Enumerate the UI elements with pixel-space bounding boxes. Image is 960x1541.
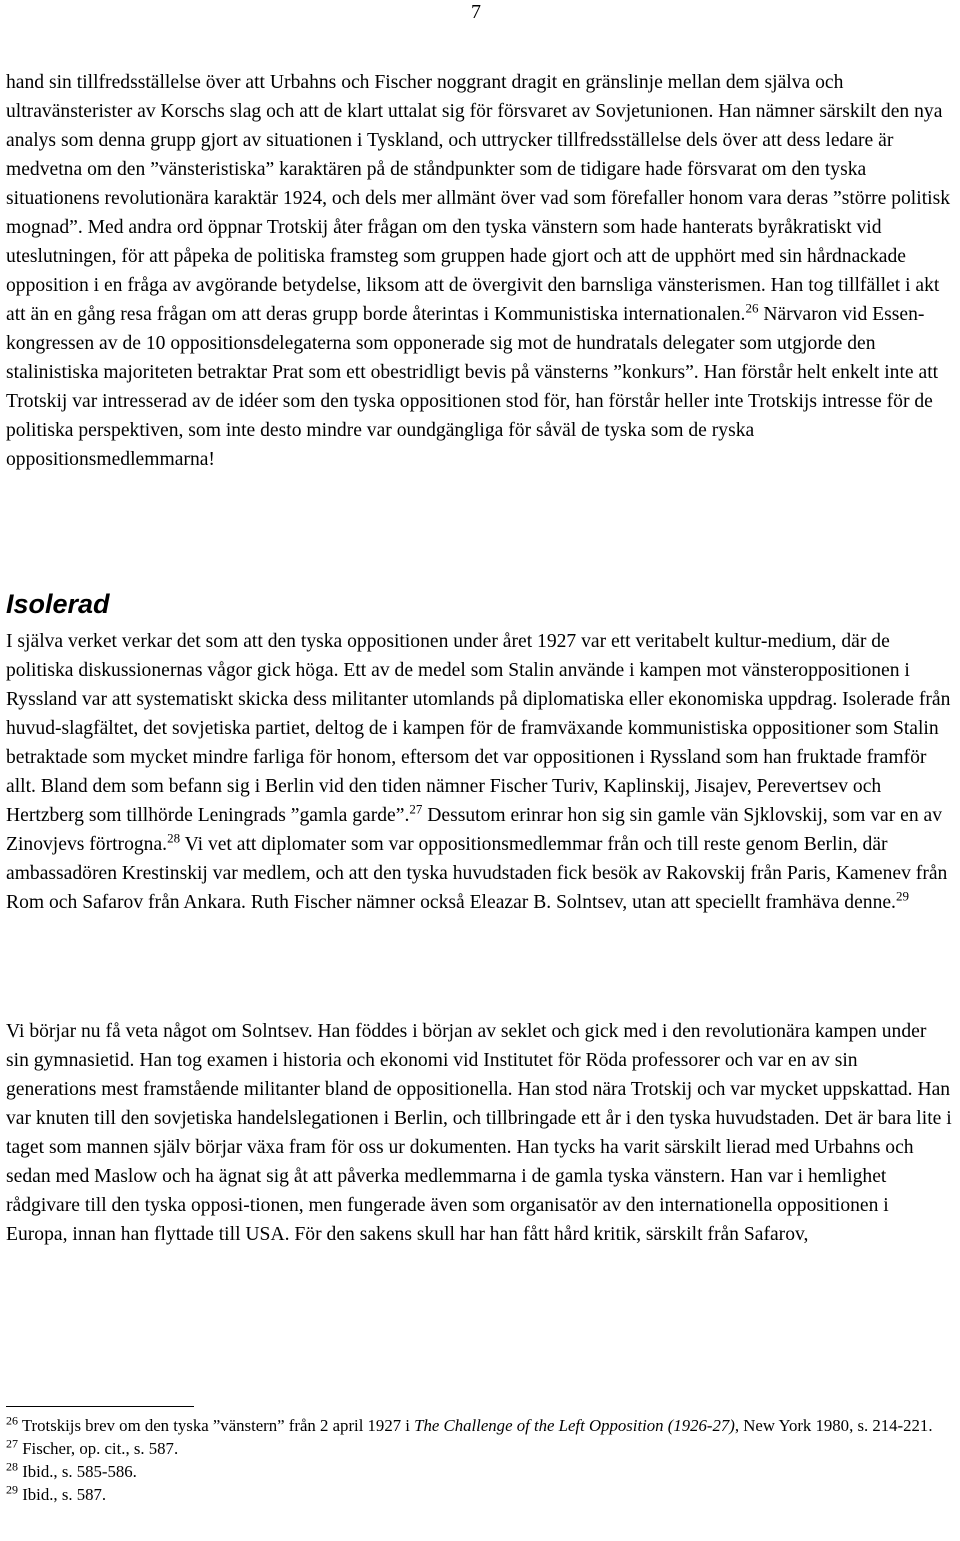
- footnote-reference: 29: [895, 888, 909, 904]
- footnote-28: [6, 1460, 952, 1483]
- footnote-separator: [6, 1406, 194, 1407]
- body-paragraph-3: Vi börjar nu få veta något om Solntsev. Han föddes i början av seklet och gick med i den revolutionära kampen under sin gymnasietid. Han tog examen i historia och ekonomi vid Institutet för Röda professorer och var en av sin generations mest framstående militanter bland de oppositionella. Han stod nära Trotskij och var mycket uppskattad. Han var knuten till den sovjetiska handelslegationen i Berlin, och tillbringade ett år i den tyska huvudstaden. Det är bara lite i taget som mannen själv börjar växa fram för oss ur dokumenten. Han tycks ha varit särskilt lierad med Urbahns och sedan med Maslow och ha ägnat sig åt att påverka medlemmarna i de gamla tyska vänstern. Han var i hemlighet rådgivare till den tyska opposi-tionen, men fungerade även som organisatör av den internationella oppositionen i Europa, innan han flyttade till USA. För den sakens skull har han fått hård kritik, särskilt från Safarov,: [6, 1021, 952, 1245]
- paragraph-text: Vi vet att diplomater som var oppositionsmedlemmar från och till reste genom Berlin, där ambassadören Krestinskij var medlem, och att den tyska huvudstaden fick besök av Rakovskij från Paris, Kamenev från Rom och Safarov från Ankara. Ruth Fischer nämner också Eleazar B. Solntsev, utan att speciellt framhäva denne.: [6, 834, 948, 913]
- footnote-29: [6, 1483, 952, 1506]
- footnote-reference: 28: [167, 830, 181, 846]
- footnote-reference: 26: [745, 300, 759, 316]
- footnote-reference: 27: [409, 801, 423, 817]
- footnote-title: The Challenge of the Left Opposition (1926-27): [414, 1416, 735, 1435]
- body-paragraph-2: [6, 627, 952, 917]
- footnote-27: [6, 1437, 952, 1460]
- footnote-number: 26: [6, 1413, 18, 1428]
- footnote-number: 27: [6, 1436, 18, 1451]
- footnote-text: Trotskijs brev om den tyska ”vänstern” från 2 april 1927 i: [18, 1416, 415, 1435]
- section-heading: Isolerad: [6, 589, 110, 619]
- footnote-number: 29: [6, 1482, 18, 1497]
- paragraph-text: Dessutom erinrar hon sig sin gamle vän Sjklovskij, som var en av Zinovjevs förtrogna.: [6, 805, 943, 855]
- paragraph-text: Närvaron vid Essen-kongressen av de 10 oppositionsdelegaterna som opponerade sig mot de hundratals delegater som utgjorde den stalinistiska majoriteten betraktar Prat som ett obestridligt bevis på vänsterns ”konkurs”. Han förstår helt enkelt inte att Trotskij var intresserad av de idéer som den tyska oppositionen stod för, han förstår heller inte Trotskijs intresse för de politiska perspektiven, som inte desto mindre var oundgängliga för såväl de tyska som de ryska oppositionsmedlemmarna!: [6, 304, 939, 470]
- footnote-number: 28: [6, 1459, 18, 1474]
- footnotes: [6, 1414, 952, 1506]
- body-paragraph-1: [6, 68, 952, 474]
- footnote-26: [6, 1414, 952, 1437]
- footnote-text: Fischer, op. cit., s. 587.: [18, 1439, 179, 1458]
- page-number: 7: [471, 1, 481, 23]
- paragraph-text: hand sin tillfredsställelse över att Urbahns och Fischer noggrant dragit en gränslinje mellan dem själva och ultravänsterister av Korschs slag och att de klart uttalat sig för försvaret av Sovjetunionen. Han nämner särskilt den nya analys som denna grupp gjort av situationen i Tyskland, och uttrycker tillfredsställelse dels över att dess ledare är medvetna om den ”vänsteristiska” karaktären på de ståndpunkter som de tidigare hade försvarat om den tyska situationens revolutionära karaktär 1924, och dels mer allmänt över vad som förefaller honom vara deras ”större politisk mognad”. Med andra ord öppnar Trotskij åter frågan om den tyska vänstern som hade hanterats byråkratiskt vid uteslutningen, för att påpeka de politiska framsteg som gruppen hade gjort och att de upphört med sin hårdnackade opposition i en fråga av avgörande betydelse, liksom att de övergivit den barnsliga vänsterismen. Han tog tillfället i akt att än en gång resa frågan om att deras grupp borde återintas i Kommunistiska internationalen.: [6, 72, 951, 325]
- footnote-text: Ibid., s. 587.: [18, 1485, 107, 1504]
- paragraph-text: I själva verket verkar det som att den tyska oppositionen under året 1927 var ett veritabelt kultur-medium, där de politiska diskussionernas vågor gick höga. Ett av de medel som Stalin använde i kampen mot vänsteroppositionen i Ryssland var att systematiskt skicka dess militanter utomlands på diplomatiska eller ekonomiska uppdrag. Isolerade från huvud-slagfältet, det sovjetiska partiet, deltog de i kampen för de framväxande kommunistiska oppositioner som Stalin betraktade som mycket mindre farliga för honom, eftersom det var oppositionen i Ryssland som han fruktade framför allt. Bland dem som befann sig i Berlin vid den tiden nämner Fischer Turiv, Kaplinskij, Jisajev, Perevertsev och Hertzberg som tillhörde Leningrads ”gamla garde”.: [6, 631, 951, 826]
- footnote-text: , New York 1980, s. 214-221.: [734, 1416, 933, 1435]
- footnote-text: Ibid., s. 585-586.: [18, 1462, 137, 1481]
